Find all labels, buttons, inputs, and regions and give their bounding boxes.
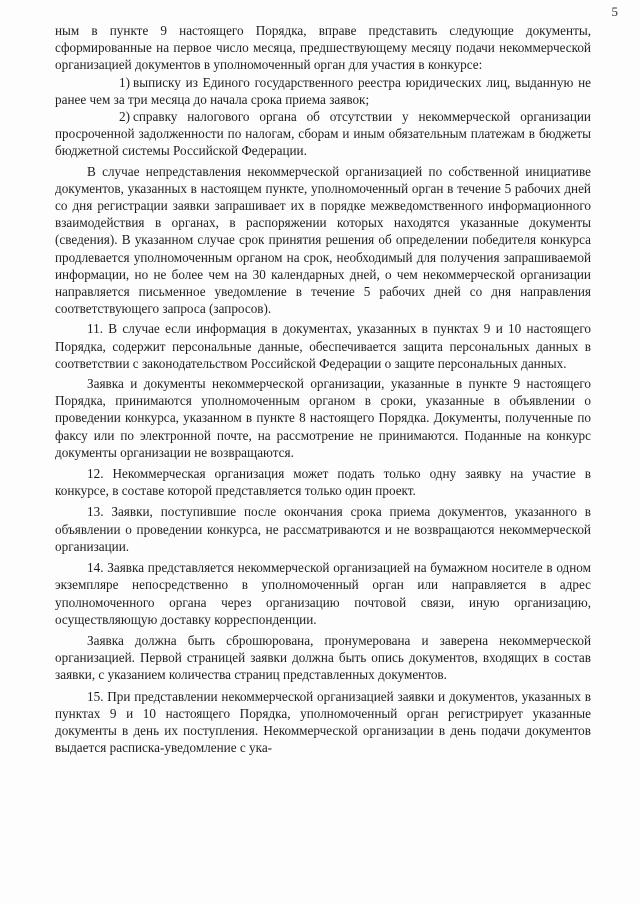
list-item-1-text: выписку из Единого государственного реестра юридических лиц, выданную не ранее чем за три месяца до начала срока приема заявок; bbox=[55, 74, 591, 107]
paragraph-application-acceptance: Заявка и документы некоммерческой организации, указанные в пункте 9 настоящего Порядка, принимаются уполномоченным органом в сроки, указанные в объявлении о проведении конкурса, указанном в пункте 8 настоящего Порядка. Документы, полученные по факсу или по электронной почте, на рассмотрение не принимаются. Поданные на конкурс документы организации не возвращаются. bbox=[55, 376, 591, 460]
list-item-1-number: 1) bbox=[119, 74, 130, 90]
list-item-1 bbox=[55, 74, 591, 108]
paragraph-intro-continuation: ным в пункте 9 настоящего Порядка, вправе представить следующие документы, сформированные на первое число месяца, предшествующему месяцу подачи некоммерческой организацией документов в уполномоченный орган для участия в конкурсе: bbox=[55, 23, 591, 73]
page-number: 5 bbox=[611, 4, 618, 19]
paragraph-nonsubmission: В случае непредставления некоммерческой организацией по собственной инициативе документов, указанных в настоящем пункте, уполномоченный орган в течение 5 рабочих дней со дня регистрации заявки запрашивает их в порядке межведомственного информационного взаимодействия в органах, в распоряжении которых находятся указанные документы (сведения). В указанном случае срок принятия решения об определении победителя конкурса продлевается уполномоченным органом на срок, необходимый для получения запрашиваемой информации, но не более чем на 30 календарных дней, о чем некоммерческой организации направляется письменное уведомление в течение 5 рабочих дней со дня направления соответствующего запроса (запросов). bbox=[55, 163, 591, 317]
paragraph-15: 15. При представлении некоммерческой организацией заявки и документов, указанных в пунктах 9 и 10 настоящего Порядка, уполномоченный орган регистрирует указанные документы в день их поступления. Некоммерческой организации в день подачи документов выдается расписка-уведомление с ука- bbox=[55, 688, 591, 756]
paragraph-14: 14. Заявка представляется некоммерческой организацией на бумажном носителе в одном экземпляре непосредственно в уполномоченный орган или направляется в адрес уполномоченного органа через организацию почтовой связи, иную организацию, осуществляющую доставку корреспонденции. bbox=[55, 560, 591, 627]
paragraph-11: 11. В случае если информация в документах, указанных в пунктах 9 и 10 настоящего Порядка, содержит персональные данные, обеспечивается защита персональных данных в соответствии с законодательством Российской Федерации о защите персональных данных. bbox=[55, 321, 591, 371]
paragraph-application-binding: Заявка должна быть сброшюрована, пронумерована и заверена некоммерческой организацией. Первой страницей заявки должна быть опись документов, входящих в состав заявки, с указанием количества страниц представленных документов. bbox=[55, 632, 591, 683]
paragraph-13: 13. Заявки, поступившие после окончания срока приема документов, указанного в объявлении о проведении конкурса, не рассматриваются и не возвращаются некоммерческой организации. bbox=[55, 504, 591, 554]
list-item-2-number: 2) bbox=[119, 109, 130, 125]
document-body bbox=[55, 22, 591, 756]
list-item-2-text: справку налогового органа об отсутствии у некоммерческой организации просроченной задолженности по налогам, сборам и иным обязательным платежам в бюджеты бюджетной системы Российской Федерации. bbox=[55, 109, 591, 159]
paragraph-12: 12. Некоммерческая организация может подать только одну заявку на участие в конкурсе, в составе которой представляется только один проект. bbox=[55, 466, 591, 499]
list-item-2 bbox=[55, 108, 591, 160]
